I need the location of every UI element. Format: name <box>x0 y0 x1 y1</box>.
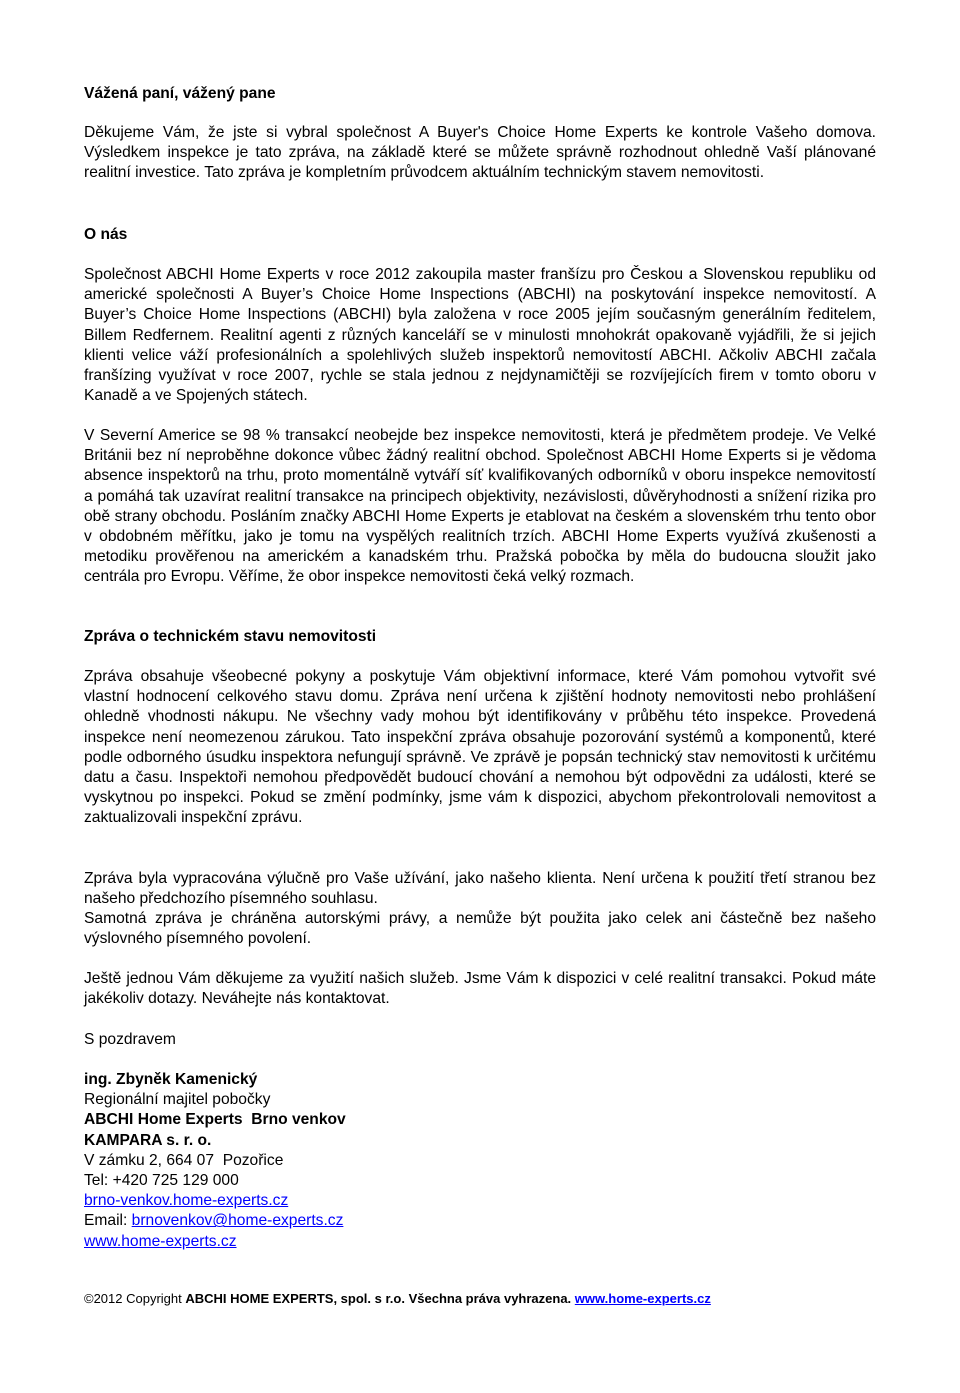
signature-address: V zámku 2, 664 07 Pozořice <box>84 1151 284 1169</box>
signature-role: Regionální majitel pobočky <box>84 1091 271 1109</box>
greeting: Vážená paní, vážený pane <box>84 85 276 102</box>
report-paragraph-2a: Zpráva byla vypracována výlučně pro Vaše užívání, jako našeho klienta. Není určena k použití třetí stranou bez našeho předchozího písemného souhlasu. <box>84 870 876 908</box>
signature-company: KAMPARA s. r. o. <box>84 1131 212 1149</box>
branch-website-link[interactable]: brno-venkov.home-experts.cz <box>84 1192 289 1210</box>
footer-company-rights: ABCHI HOME EXPERTS, spol. s r.o. Všechna práva vyhrazena. <box>185 1291 572 1306</box>
closing: S pozdravem <box>84 1031 176 1048</box>
footer-website-link[interactable]: www.home-experts.cz <box>574 1291 711 1306</box>
intro-paragraph: Děkujeme Vám, že jste si vybral společnost A Buyer's Choice Home Experts ke kontrole Vašeho domova. Výsledkem inspekce je tato zpráva, na základě které se můžete správně rozhodnout ohledně Vaší plánované realitní investice. Tato zpráva je kompletním průvodcem aktuálním technickým stavem nemovitosti. <box>84 124 876 182</box>
email-link[interactable]: brnovenkov@home-experts.cz <box>131 1212 344 1230</box>
website-link[interactable]: www.home-experts.cz <box>84 1232 237 1250</box>
signature-phone: Tel: +420 725 129 000 <box>84 1172 239 1190</box>
signature-branch: ABCHI Home Experts Brno venkov <box>84 1111 346 1129</box>
signature-block <box>84 1070 876 1252</box>
report-paragraph-1: Zpráva obsahuje všeobecné pokyny a poskytuje Vám objektivní informace, které Vám pomohou vytvořit své vlastní hodnocení celkového stavu domu. Zpráva není určena k zjištění hodnoty nemovitosti nebo prohlášení ohledně vhodnosti nákupu. Ne všechny vady mohou být identifikovány v průběhu této inspekce. Provedená inspekce není neomezenou zárukou. Tato inspekční zpráva obsahuje pozorování systémů a komponentů, které podle odborného úsudku inspektora nefungují správně. Ve zprávě je popsán technický stav nemovitosti k určitému datu a času. Inspektoři nemohou předpovědět budoucí chování a nemohou být odpovědni za události, které se vyskytnou po inspekci. Pokud se změní podmínky, jsme vám k dispozici, abychom překontrolovali nemovitost a zaktualizovali inspekční zprávu. <box>84 668 876 827</box>
email-label: Email: <box>84 1212 128 1230</box>
page-footer <box>84 1290 884 1308</box>
about-paragraph-2: V Severní Americe se 98 % transakcí neobejde bez inspekce nemovitosti, která je předmětem prodeje. Ve Velké Británii bez ní neproběhne dokonce vůbec žádný realitní obchod. Společnost ABCHI Home Experts si je vědoma absence inspektorů na trhu, proto momentálně vytváří síť kvalifikovaných odborníků v oboru inspekce nemovitostí a pomáhá tak uzavírat realitní transakce na principech objektivity, nezávislosti, důvěryhodnosti a snížení rizika pro obě strany obchodu. Posláním značky ABCHI Home Experts je etablovat na českém a slovenském trhu tento obor v obdobném měřítku, jako je tomu na vyspělých realitních trzích. ABCHI Home Experts využívá zkušenosti a metodiku prověřenou na americkém a kanadském trhu. Pražská pobočka by měla do budoucna sloužit jako centrála pro Evropu. Věříme, že obor inspekce nemovitosti čeká velký rozmach. <box>84 427 876 586</box>
report-paragraph-3: Ještě jednou Vám děkujeme za využití našich služeb. Jsme Vám k dispozici v celé realitní transakci. Pokud máte jakékoliv dotazy. Neváhejte nás kontaktovat. <box>84 970 876 1008</box>
about-paragraph-1: Společnost ABCHI Home Experts v roce 2012 zakoupila master franšízu pro Českou a Slovenskou republiku od americké společnosti A Buyer’s Choice Home Inspections (ABCHI) na poskytování inspekce nemovitostí. A Buyer’s Choice Home Inspections (ABCHI) byla založena v roce 2005 jejím současným generálním ředitelem, Billem Redfernem. Realitní agenti z různých kanceláří se v minulosti mnohokrát opakovaně vyjádřili, že si jejich klienti velice váží profesionálních a spolehlivých služeb inspektorů nemovitostí ABCHI. Ačkoliv ABCHI začala franšízing využívat v roce 2007, rychle se stala jednou z nejdynamičtěji se rozvíjejících firem v tomto oboru v Kanadě a ve Spojených státech. <box>84 266 876 405</box>
report-heading: Zpráva o technickém stavu nemovitosti <box>84 628 377 645</box>
report-paragraph-2b: Samotná zpráva je chráněna autorskými právy, a nemůže být použita jako celek ani částečně bez našeho výslovného písemného povolení. <box>84 910 876 948</box>
signature-name: ing. Zbyněk Kamenický <box>84 1071 258 1088</box>
footer-copyright: ©2012 Copyright <box>84 1291 182 1306</box>
about-heading: O nás <box>84 226 128 243</box>
